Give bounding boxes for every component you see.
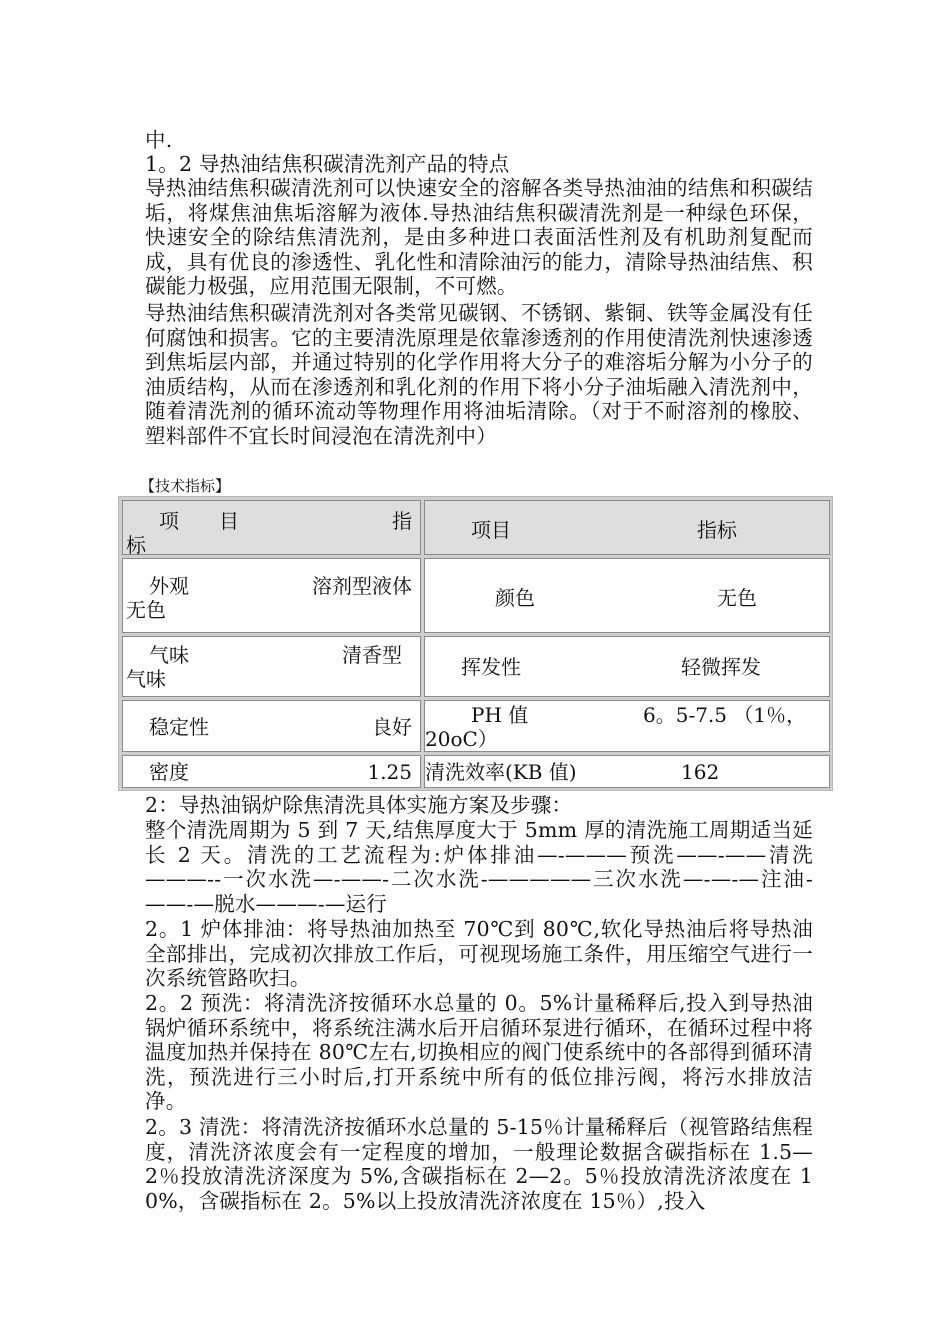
paragraph-step-2-2: 2。2 预洗：将清洗济按循环水总量的 0。5%计量稀释后,投入到导热油锅炉循环系统中，将系统注满水后开启循环泵进行循环，在循环过程中将温度加热并保持在 80℃左右,切换相应的阀门使系统中的各部得到循环清洗，预洗进行三小时后,打开系统中所有的低位排污阀，将污水排放洁净。 xyxy=(145,991,813,1114)
paragraph-principle: 导热油结焦积碳清洗剂对各类常见碳钢、不锈钢、紫铜、铁等金属没有任何腐蚀和损害。它的主要清洗原理是依靠渗透剂的作用使清洗剂快速渗透到焦垢层内部，并通过特别的化学作用将大分子的难溶垢分解为小分子的油质结构，从而在渗透剂和乳化剂的作用下将小分子油垢融入清洗剂中，随着清洗剂的循环流动等物理作用将油垢清除。（对于不耐溶剂的橡胶、塑料部件不宜长时间浸泡在清洗剂中） xyxy=(145,301,813,448)
cell-item: 外观 xyxy=(149,574,189,598)
cell-spec: 无色 xyxy=(717,586,757,610)
cell-spec: 轻微挥发 xyxy=(681,655,761,679)
cell-item: 颜色 xyxy=(495,586,535,610)
header-spec-right: 指标 xyxy=(697,518,737,542)
paragraph-features: 导热油结焦积碳清洗剂可以快速安全的溶解各类导热油油的结焦和积碳结垢，将煤焦油焦垢溶解为液体.导热油结焦积碳清洗剂是一种绿色环保，快速安全的除结焦清洗剂，是由多种进口表面活性剂及有机助剂复配而成，具有优良的渗透性、乳化性和清除油污的能力，清除导热油结焦、积碳能力极强，应用范围无限制，不可燃。 xyxy=(145,176,813,299)
header-item-right: 项目 xyxy=(471,518,511,542)
cell-item: 密度 xyxy=(149,760,189,784)
table-row-appearance xyxy=(122,558,421,633)
header-item-left: 项 目 xyxy=(159,509,239,533)
cell-spec: 良好 xyxy=(372,715,412,739)
cell-item: 挥发性 xyxy=(461,655,521,679)
table-row-kb-value xyxy=(424,755,830,788)
paragraph-step-2-3: 2。3 清洗：将清洗济按循环水总量的 5-15％计量稀释后（视管路结焦程度，清洗济浓度会有一定程度的增加，一般理论数据含碳指标在 1.5—2％投放清洗济深度为 5%,含碳指标在 2—2。5％投放清洗济浓度在 10%，含碳指标在 2。5%以上投放清洗济浓度在 15％）,投入 xyxy=(145,1115,813,1213)
cell-spec-cont: 20oC） xyxy=(425,727,498,751)
cell-spec: 清香型 xyxy=(342,643,402,667)
header-spec-left-part1: 指 xyxy=(392,509,412,533)
table-row-stability xyxy=(122,700,421,752)
intro-fragment: 中. xyxy=(145,128,173,152)
cell-spec: 1.25 xyxy=(367,760,412,784)
table-row-ph xyxy=(424,700,830,752)
cell-spec-cont: 气味 xyxy=(126,667,166,691)
table-row-volatility xyxy=(424,636,830,697)
table-row-color xyxy=(424,558,830,633)
section-2-title: 2：导热油锅炉除焦清洗具体实施方案及步骤： xyxy=(145,793,573,817)
paragraph-step-2-1: 2。1 炉体排油：将导热油加热至 70℃到 80℃,软化导热油后将导热油全部排出，完成初次排放工作后，可视现场施工条件，用压缩空气进行一次系统管路吹扫。 xyxy=(145,917,813,991)
cell-spec: 溶剂型液体 xyxy=(312,574,412,598)
table-header-right xyxy=(424,500,830,555)
spec-table xyxy=(118,496,833,791)
paragraph-process: 整个清洗周期为 5 到 7 天,结焦厚度大于 5mm 厚的清洗施工周期适当延长 2 天。清洗的工艺流程为:炉体排油—-———预洗——-——清洗———--一次水洗—-——-二次水洗-—————三次水洗—-—-—注油-——-—脱水———-—运行 xyxy=(145,818,813,916)
tech-spec-label: 【技术指标】 xyxy=(140,477,231,495)
header-spec-left-part2: 标 xyxy=(126,533,146,557)
table-row-density xyxy=(122,755,421,788)
cell-item: 气味 xyxy=(149,643,189,667)
cell-item: 稳定性 xyxy=(149,715,209,739)
section-1-2-title: 1。2 导热油结焦积碳清洗剂产品的特点 xyxy=(145,152,510,176)
cell-item: 清洗效率(KB 值) xyxy=(425,760,577,784)
cell-spec: 162 xyxy=(681,760,720,784)
table-row-odor xyxy=(122,636,421,697)
cell-spec: 6。5-7.5 （1％， xyxy=(643,703,807,727)
cell-item: PH 值 xyxy=(471,703,529,727)
cell-spec-cont: 无色 xyxy=(126,598,166,622)
table-header-left xyxy=(122,500,421,555)
